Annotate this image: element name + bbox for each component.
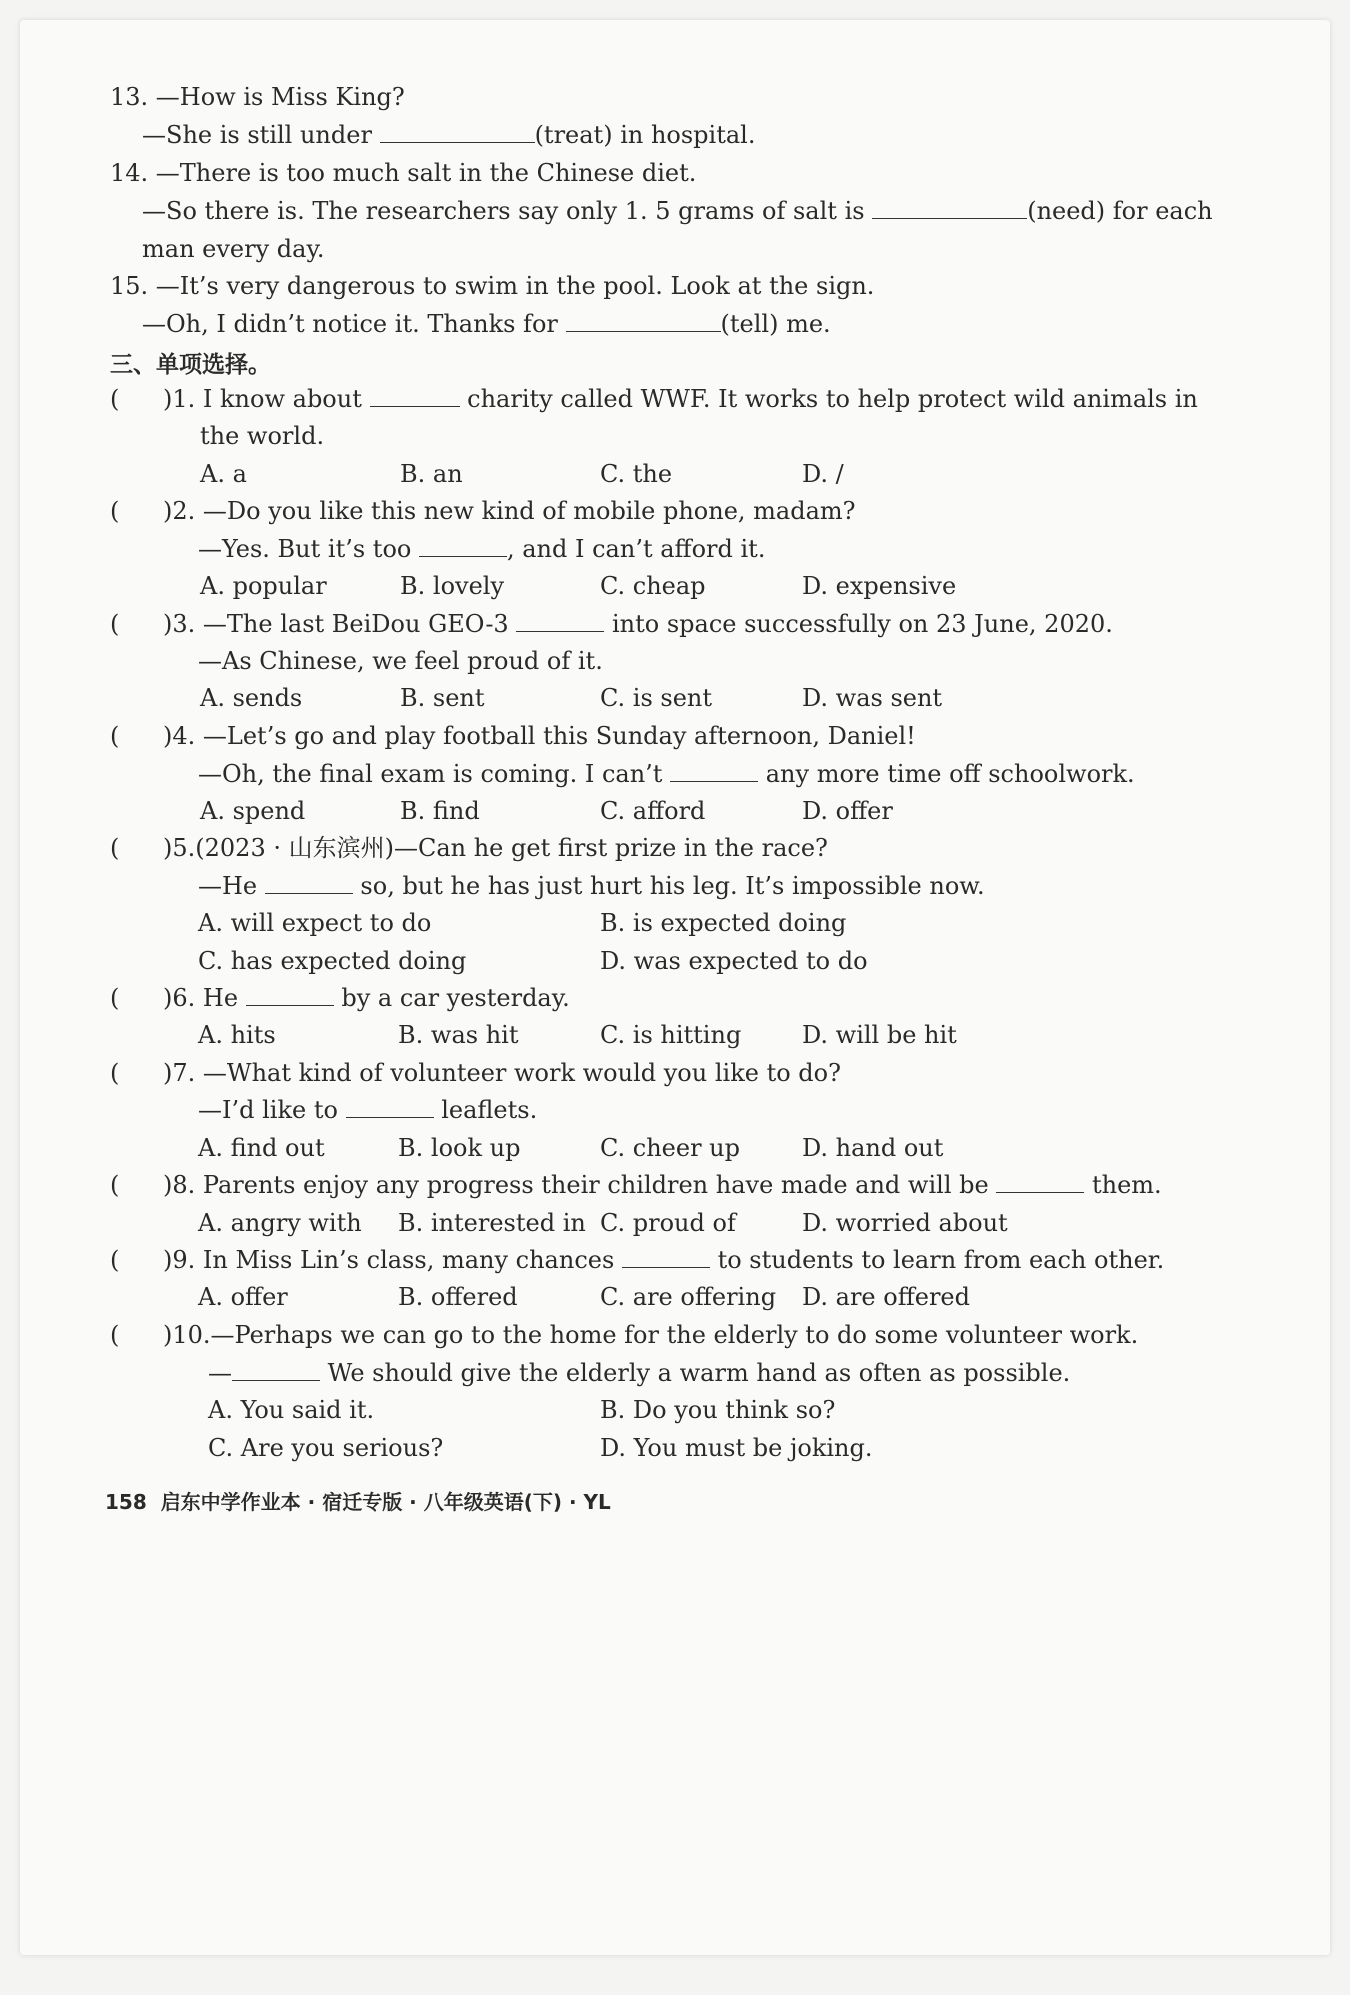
answer-paren: ( <box>110 834 120 862</box>
q14-answer-blank[interactable] <box>872 196 1027 219</box>
q1-option-b[interactable]: B. an <box>400 460 463 488</box>
q14-line2: —So there is. The researchers say only 1. 5 grams of salt is (need) for each <box>142 197 1213 225</box>
answer-paren: ( <box>110 1321 120 1349</box>
q6-stem: )6. He by a car yesterday. <box>163 984 570 1012</box>
q13-line1: 13. —How is Miss King? <box>110 83 405 111</box>
q5-blank[interactable] <box>265 871 353 894</box>
q4-blank[interactable] <box>670 759 758 782</box>
q5-option-c[interactable]: C. has expected doing <box>198 947 467 975</box>
q5-line2: —He so, but he has just hurt his leg. It’s impossible now. <box>198 872 985 900</box>
q10-line2: — We should give the elderly a warm hand as often as possible. <box>208 1359 1071 1387</box>
q14-line3: man every day. <box>142 235 325 263</box>
q8-blank[interactable] <box>996 1170 1084 1193</box>
q2-blank[interactable] <box>419 534 507 557</box>
q13-line2: —She is still under (treat) in hospital. <box>142 121 756 149</box>
q8-option-d[interactable]: D. worried about <box>802 1209 1008 1237</box>
answer-paren: ( <box>110 497 120 525</box>
q7-option-a[interactable]: A. find out <box>198 1134 325 1162</box>
q3-option-b[interactable]: B. sent <box>400 684 485 712</box>
q9-option-d[interactable]: D. are offered <box>802 1283 970 1311</box>
q15-answer-blank[interactable] <box>566 309 721 332</box>
q14-line1: 14. —There is too much salt in the Chinese diet. <box>110 159 697 187</box>
answer-paren: ( <box>110 1059 120 1087</box>
q10-option-b[interactable]: B. Do you think so? <box>600 1396 836 1424</box>
q9-option-c[interactable]: C. are offering <box>600 1283 777 1311</box>
q3-stem: )3. —The last BeiDou GEO-3 into space successfully on 23 June, 2020. <box>163 610 1113 638</box>
q4-stem: )4. —Let’s go and play football this Sunday afternoon, Daniel! <box>163 722 916 750</box>
q1-option-c[interactable]: C. the <box>600 460 673 488</box>
answer-paren: ( <box>110 385 120 413</box>
q10-stem: )10.—Perhaps we can go to the home for the elderly to do some volunteer work. <box>163 1321 1139 1349</box>
q4-line2: —Oh, the final exam is coming. I can’t any more time off schoolwork. <box>198 760 1135 788</box>
q8-option-b[interactable]: B. interested in <box>398 1209 586 1237</box>
q9-stem: )9. In Miss Lin’s class, many chances to students to learn from each other. <box>163 1246 1165 1274</box>
page-number: 158 <box>105 1490 147 1514</box>
q9-option-a[interactable]: A. offer <box>198 1283 288 1311</box>
q6-blank[interactable] <box>246 983 334 1006</box>
q3-option-d[interactable]: D. was sent <box>802 684 943 712</box>
worksheet-page <box>20 20 1330 1955</box>
answer-paren: ( <box>110 610 120 638</box>
q4-option-d[interactable]: D. offer <box>802 797 893 825</box>
q5-option-a[interactable]: A. will expect to do <box>198 909 432 937</box>
page-footer <box>105 1486 611 1515</box>
q3-option-a[interactable]: A. sends <box>200 684 303 712</box>
q4-option-b[interactable]: B. find <box>400 797 480 825</box>
q8-option-c[interactable]: C. proud of <box>600 1209 736 1237</box>
q7-option-b[interactable]: B. look up <box>398 1134 521 1162</box>
q6-option-a[interactable]: A. hits <box>198 1021 276 1049</box>
q4-option-c[interactable]: C. afford <box>600 797 706 825</box>
q2-option-c[interactable]: C. cheap <box>600 572 706 600</box>
book-title: 启东中学作业本 · 宿迁专版 · 八年级英语(下) · YL <box>160 1490 611 1514</box>
q4-option-a[interactable]: A. spend <box>200 797 306 825</box>
q10-option-a[interactable]: A. You said it. <box>208 1396 375 1424</box>
q15-line1: 15. —It’s very dangerous to swim in the pool. Look at the sign. <box>110 272 875 300</box>
q2-option-b[interactable]: B. lovely <box>400 572 505 600</box>
q9-blank[interactable] <box>622 1245 710 1268</box>
q2-line2: —Yes. But it’s too , and I can’t afford it. <box>198 535 766 563</box>
answer-paren: ( <box>110 722 120 750</box>
q5-option-d[interactable]: D. was expected to do <box>600 947 868 975</box>
q10-blank[interactable] <box>232 1358 320 1381</box>
q3-blank[interactable] <box>516 609 604 632</box>
q2-option-a[interactable]: A. popular <box>200 572 327 600</box>
q9-option-b[interactable]: B. offered <box>398 1283 518 1311</box>
q5-option-b[interactable]: B. is expected doing <box>600 909 847 937</box>
q8-stem: )8. Parents enjoy any progress their children have made and will be them. <box>163 1171 1162 1199</box>
answer-paren: ( <box>110 984 120 1012</box>
q10-option-d[interactable]: D. You must be joking. <box>600 1434 873 1462</box>
q7-option-d[interactable]: D. hand out <box>802 1134 944 1162</box>
q1-blank[interactable] <box>370 384 460 407</box>
q2-option-d[interactable]: D. expensive <box>802 572 957 600</box>
q3-option-c[interactable]: C. is sent <box>600 684 713 712</box>
q5-stem: )5.(2023 · 山东滨州)—Can he get first prize in the race? <box>163 834 828 862</box>
q7-blank[interactable] <box>346 1095 434 1118</box>
q7-line2: —I’d like to leaflets. <box>198 1096 538 1124</box>
q1-option-d[interactable]: D. / <box>802 460 844 488</box>
q15-line2: —Oh, I didn’t notice it. Thanks for (tell) me. <box>142 310 831 338</box>
q8-option-a[interactable]: A. angry with <box>198 1209 362 1237</box>
section-title: 三、单项选择。 <box>110 352 271 378</box>
q1-stem-cont: the world. <box>200 422 325 450</box>
q2-stem: )2. —Do you like this new kind of mobile phone, madam? <box>163 497 856 525</box>
q7-option-c[interactable]: C. cheer up <box>600 1134 740 1162</box>
q1-stem: )1. I know about charity called WWF. It works to help protect wild animals in <box>163 385 1198 413</box>
answer-paren: ( <box>110 1246 120 1274</box>
q6-option-b[interactable]: B. was hit <box>398 1021 519 1049</box>
q10-option-c[interactable]: C. Are you serious? <box>208 1434 444 1462</box>
q7-stem: )7. —What kind of volunteer work would you like to do? <box>163 1059 841 1087</box>
q1-option-a[interactable]: A. a <box>200 460 247 488</box>
q3-line2: —As Chinese, we feel proud of it. <box>198 647 603 675</box>
q6-option-d[interactable]: D. will be hit <box>802 1021 957 1049</box>
q6-option-c[interactable]: C. is hitting <box>600 1021 742 1049</box>
answer-paren: ( <box>110 1171 120 1199</box>
q13-answer-blank[interactable] <box>380 120 535 143</box>
